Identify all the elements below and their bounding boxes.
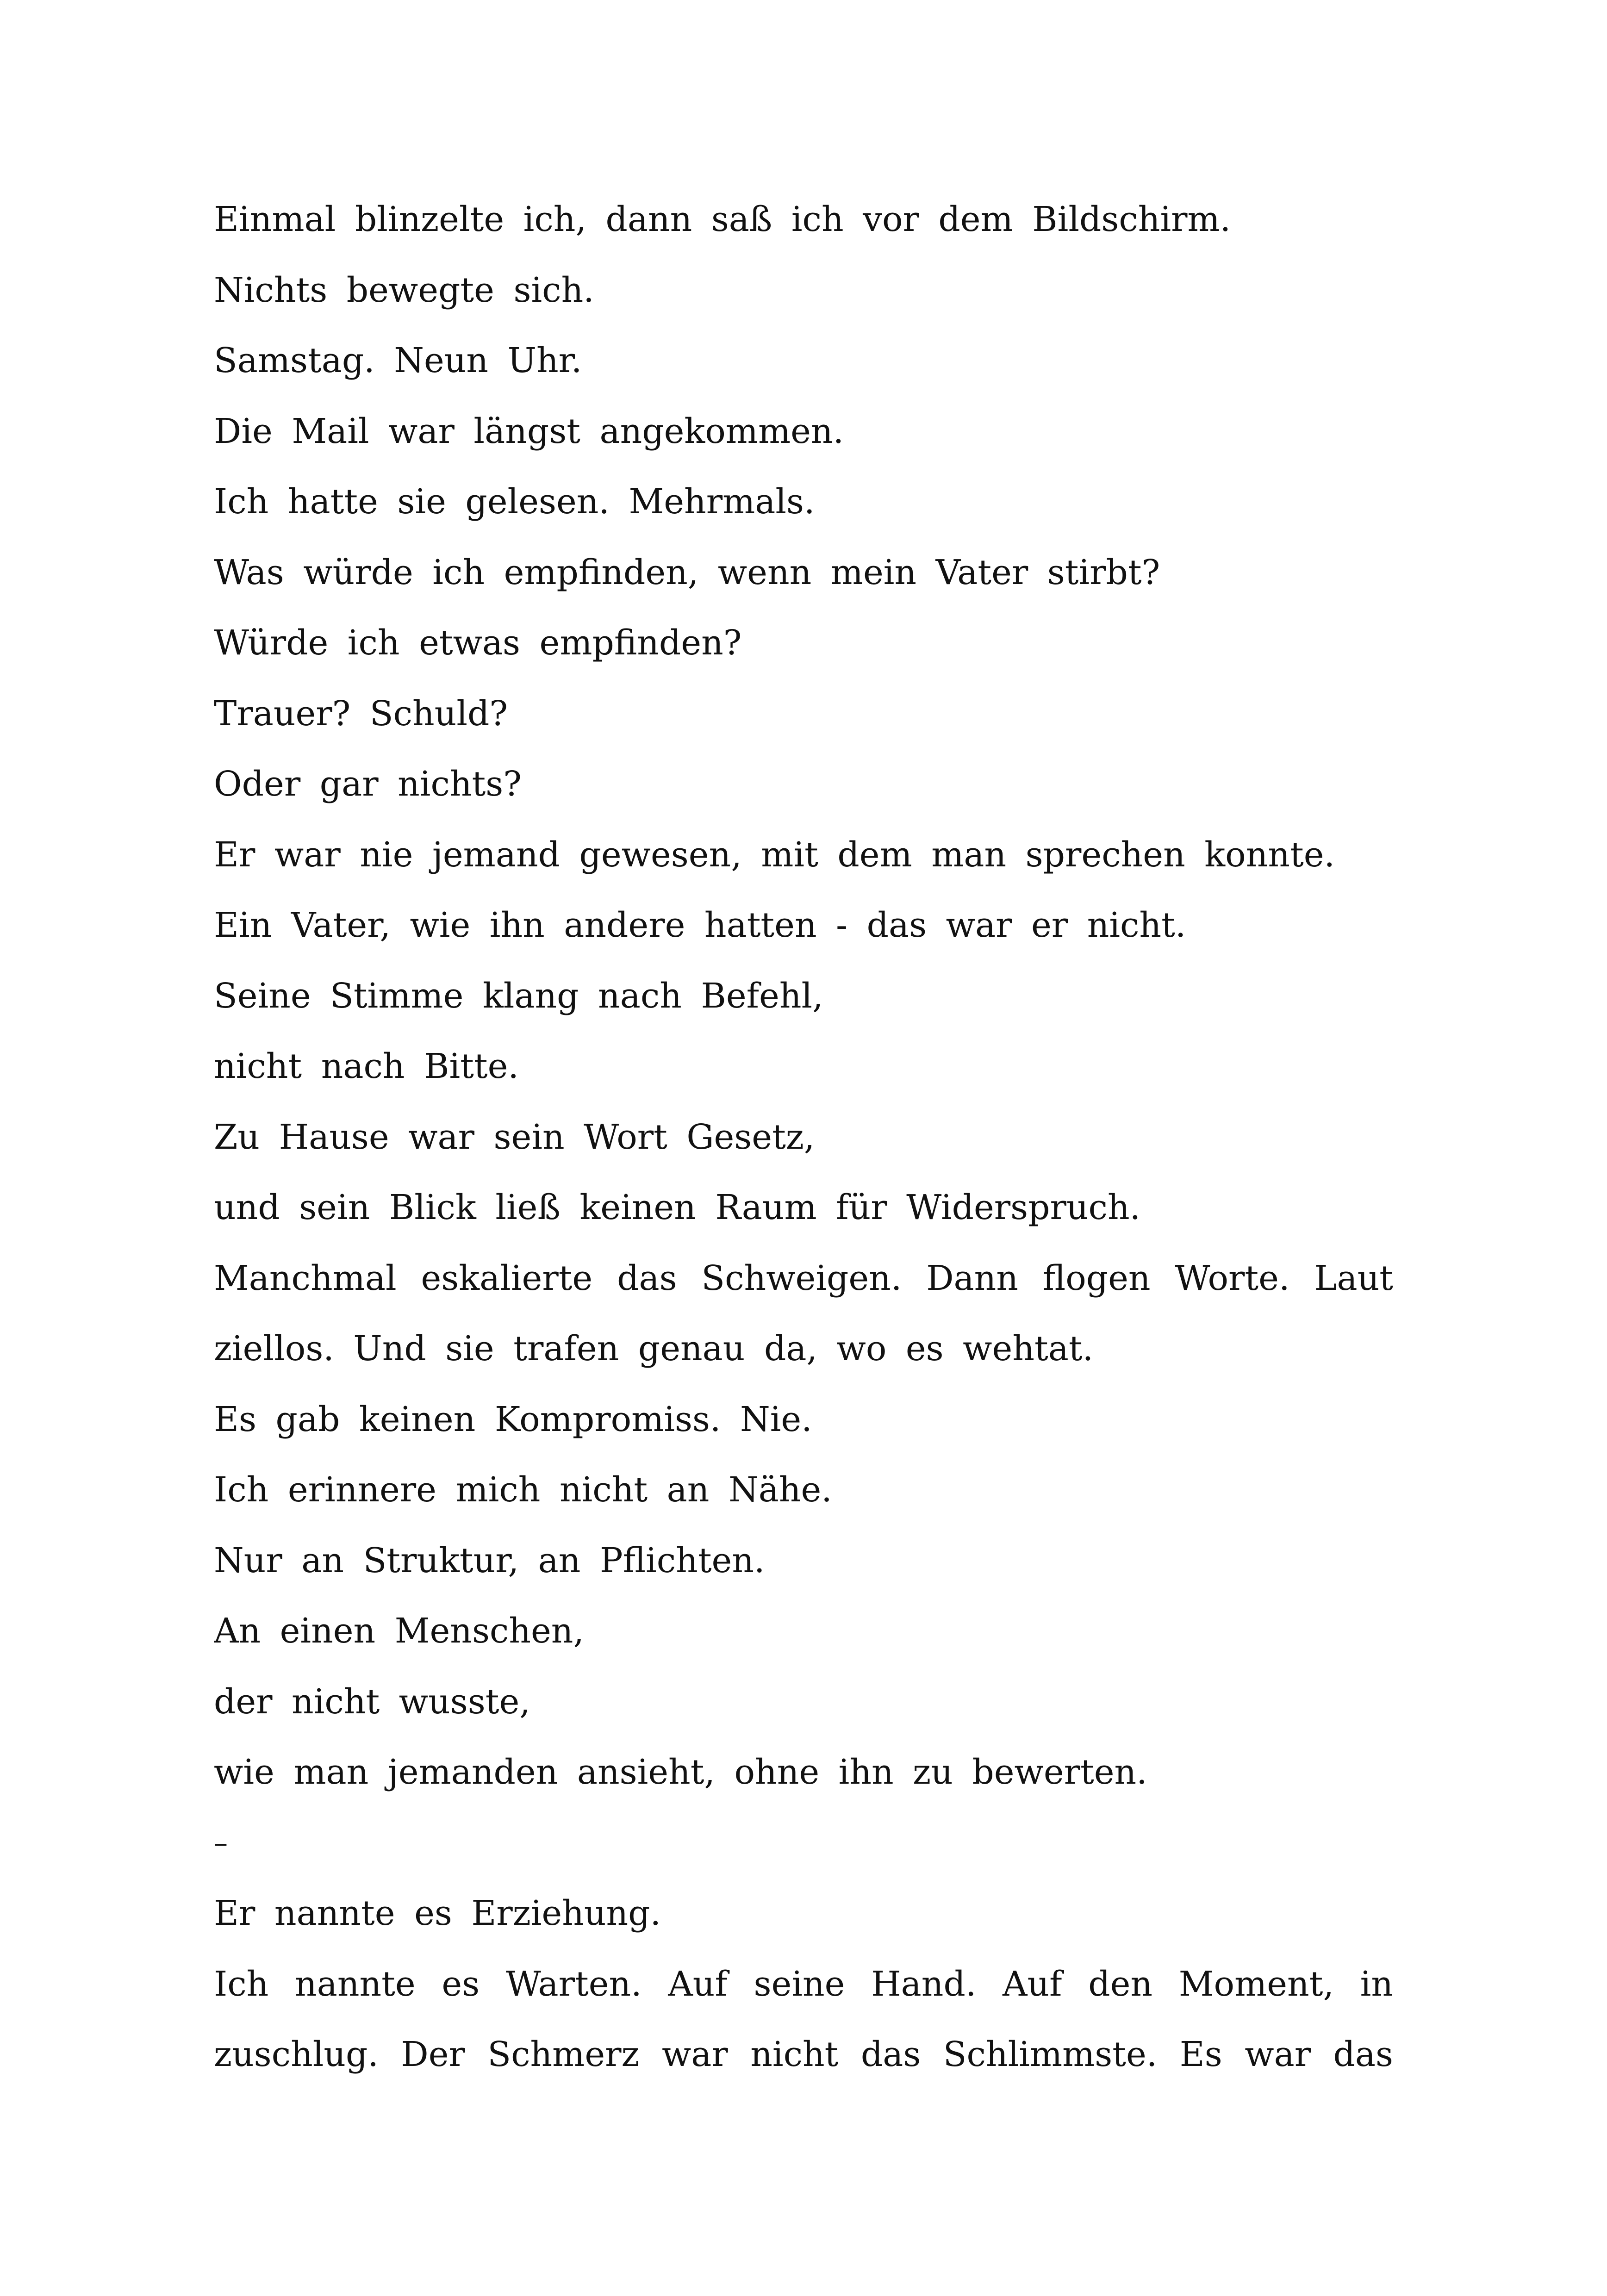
text-line: Ich nannte es Warten. Auf seine Hand. Auf den Moment, in xyxy=(214,1964,1393,2004)
text-line: nicht nach Bitte. xyxy=(214,1046,519,1086)
text-line: und sein Blick ließ keinen Raum für Widerspruch. xyxy=(214,1188,1141,1227)
text-line: Würde ich etwas empfinden? xyxy=(214,623,742,663)
text-line: Nur an Struktur, an Pflichten. xyxy=(214,1540,765,1580)
text-line: Ich erinnere mich nicht an Nähe. xyxy=(214,1470,832,1510)
text-line: Trauer? Schuld? xyxy=(214,693,508,734)
body-text xyxy=(214,184,1393,2090)
text-line: Er war nie jemand gewesen, mit dem man sprechen konnte. xyxy=(214,834,1335,875)
text-line: zuschlug. Der Schmerz war nicht das Schlimmste. Es war das xyxy=(214,2035,1393,2074)
text-line: Nichts bewegte sich. xyxy=(214,270,594,310)
text-line: Ein Vater, wie ihn andere hatten - das war er nicht. xyxy=(214,905,1186,945)
text-line: Er nannte es Erziehung. xyxy=(214,1893,661,1933)
text-line: Es gab keinen Kompromiss. Nie. xyxy=(214,1399,812,1439)
text-line: der nicht wusste, xyxy=(214,1681,530,1722)
text-line: Oder gar nichts? xyxy=(214,764,522,804)
text-line: Manchmal eskalierte das Schweigen. Dann flogen Worte. Laut xyxy=(214,1258,1393,1298)
text-line: ziellos. Und sie trafen genau da, wo es wehtat. xyxy=(214,1329,1094,1369)
text-line: Was würde ich empfinden, wenn mein Vater stirbt? xyxy=(214,552,1160,592)
text-line: An einen Menschen, xyxy=(214,1611,584,1651)
text-line: Ich hatte sie gelesen. Mehrmals. xyxy=(214,482,815,522)
text-line: Zu Hause war sein Wort Gesetz, xyxy=(214,1117,815,1157)
text-line: Die Mail war längst angekommen. xyxy=(214,411,844,451)
text-line: Einmal blinzelte ich, dann saß ich vor dem Bildschirm. xyxy=(214,199,1231,239)
text-line: Seine Stimme klang nach Befehl, xyxy=(214,976,823,1016)
text-line: Samstag. Neun Uhr. xyxy=(214,341,582,380)
text-line: wie man jemanden ansieht, ohne ihn zu bewerten. xyxy=(214,1752,1147,1792)
section-dash: – xyxy=(214,1826,228,1859)
